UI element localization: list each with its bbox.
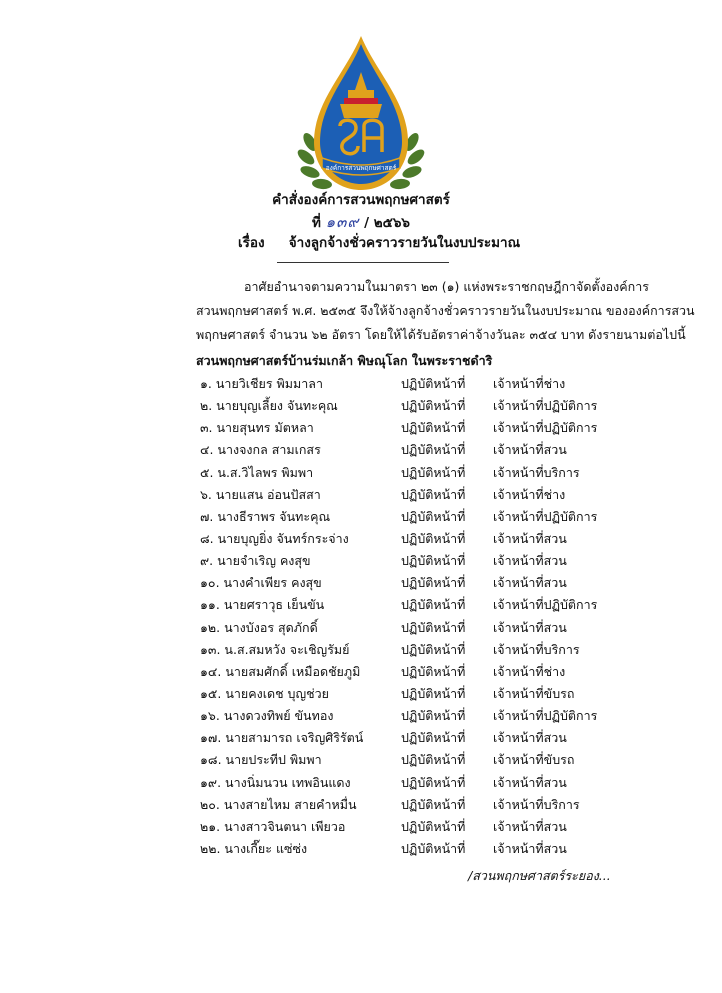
staff-duty-type: ปฏิบัติหน้าที่ <box>401 486 466 502</box>
staff-duty-type: ปฏิบัติหน้าที่ <box>401 420 466 436</box>
list-item <box>200 727 620 749</box>
staff-name: ๑๗. นายสามารถ เจริญศิริรัตน์ <box>200 730 364 746</box>
staff-name: ๑๑. นายศราวุธ เย็นขัน <box>200 597 325 613</box>
staff-duty-type: ปฏิบัติหน้าที่ <box>401 663 466 679</box>
section-title: สวนพฤกษศาสตร์บ้านร่มเกล้า พิษณุโลก ในพระราชดำริ <box>196 353 493 368</box>
list-item <box>200 594 620 616</box>
order-number-handwritten: ๑๓๙ <box>325 213 360 231</box>
staff-duty-type: ปฏิบัติหน้าที่ <box>401 708 466 724</box>
staff-name: ๑๙. นางนิ่มนวน เทพอินแดง <box>200 774 351 790</box>
staff-name: ๙. นายจำเริญ คงสุข <box>200 553 311 569</box>
staff-duty-type: ปฏิบัติหน้าที่ <box>401 774 466 790</box>
staff-name: ๖. นายแสน อ่อนปัสสา <box>200 486 321 502</box>
staff-role: เจ้าหน้าที่สวน <box>493 575 567 591</box>
order-number-prefix: ที่ <box>312 215 321 231</box>
staff-list <box>200 373 620 860</box>
list-item <box>200 373 620 395</box>
staff-name: ๒๑. นางสาวจินตนา เพียวอ <box>200 818 346 834</box>
list-item <box>200 617 620 639</box>
staff-role: เจ้าหน้าที่สวน <box>493 774 567 790</box>
organization-emblem-icon <box>296 32 426 197</box>
staff-duty-type: ปฏิบัติหน้าที่ <box>401 619 466 635</box>
staff-name: ๑๒. นางบังอร สุดภักดิ์ <box>200 619 318 635</box>
authority-paragraph <box>196 275 695 347</box>
list-item <box>200 550 620 572</box>
staff-role: เจ้าหน้าที่สวน <box>493 818 567 834</box>
staff-name: ๑. นายวิเชียร พิมมาลา <box>200 376 323 391</box>
staff-name: ๒. นายบุญเลี้ยง จันทะคุณ <box>200 398 338 414</box>
staff-duty-type: ปฏิบัติหน้าที่ <box>401 508 466 524</box>
staff-role: เจ้าหน้าที่สวน <box>493 530 567 546</box>
staff-name: ๑๐. นางคำเพียร คงสุข <box>200 575 322 591</box>
list-item <box>200 417 620 439</box>
staff-name: ๓. นายสุนทร มัตหลา <box>200 420 314 436</box>
list-item <box>200 749 620 771</box>
list-item <box>200 528 620 550</box>
list-item <box>200 484 620 506</box>
staff-role: เจ้าหน้าที่สวน <box>493 619 567 635</box>
staff-name: ๗. นางธีราพร จันทะคุณ <box>200 508 331 524</box>
list-item <box>200 816 620 838</box>
staff-duty-type: ปฏิบัติหน้าที่ <box>401 641 466 657</box>
staff-duty-type: ปฏิบัติหน้าที่ <box>401 442 466 458</box>
staff-role: เจ้าหน้าที่ปฏิบัติการ <box>493 508 598 524</box>
staff-role: เจ้าหน้าที่บริการ <box>493 464 580 480</box>
list-item <box>200 838 620 860</box>
staff-role: เจ้าหน้าที่สวน <box>493 442 567 458</box>
staff-duty-type: ปฏิบัติหน้าที่ <box>401 796 466 812</box>
staff-role: เจ้าหน้าที่ปฏิบัติการ <box>493 708 598 724</box>
header-divider <box>277 262 449 263</box>
staff-name: ๑๔. นายสมศักดิ์ เหมือดชัยภูมิ <box>200 663 361 679</box>
subject-text: จ้างลูกจ้างชั่วคราวรายวันในงบประมาณ <box>288 235 521 251</box>
staff-name: ๑๓. น.ส.สมหวัง จะเชิญรัมย์ <box>200 641 350 657</box>
emblem-text: องค์การสวนพฤกษศาสตร์ <box>325 164 397 172</box>
order-title: คำสั่งองค์การสวนพฤกษศาสตร์ <box>272 192 450 208</box>
staff-name: ๕. น.ส.วิไลพร พิมพา <box>200 464 314 480</box>
staff-role: เจ้าหน้าที่บริการ <box>493 641 580 657</box>
staff-name: ๒๐. นางสายไหม สายคำหมื่น <box>200 796 357 812</box>
list-item <box>200 683 620 705</box>
subject-label: เรื่อง <box>238 235 265 251</box>
list-item <box>200 661 620 683</box>
staff-duty-type: ปฏิบัติหน้าที่ <box>401 730 466 746</box>
order-number-suffix: / ๒๕๖๖ <box>364 215 410 231</box>
staff-duty-type: ปฏิบัติหน้าที่ <box>401 575 466 591</box>
staff-name: ๒๒. นางเกี๊ยะ แซ่ซ่ง <box>200 840 308 856</box>
staff-duty-type: ปฏิบัติหน้าที่ <box>401 818 466 834</box>
list-item <box>200 794 620 816</box>
staff-duty-type: ปฏิบัติหน้าที่ <box>401 376 466 391</box>
staff-role: เจ้าหน้าที่ปฏิบัติการ <box>493 398 598 414</box>
staff-role: เจ้าหน้าที่ช่าง <box>493 663 566 679</box>
staff-name: ๑๖. นางดวงทิพย์ ขันทอง <box>200 708 334 724</box>
list-item <box>200 705 620 727</box>
staff-role: เจ้าหน้าที่สวน <box>493 730 567 746</box>
list-item <box>200 639 620 661</box>
staff-name: ๘. นายบุญยิ่ง จันทร์กระจ่าง <box>200 530 349 546</box>
staff-duty-type: ปฏิบัติหน้าที่ <box>401 840 466 856</box>
staff-duty-type: ปฏิบัติหน้าที่ <box>401 464 466 480</box>
staff-duty-type: ปฏิบัติหน้าที่ <box>401 685 466 701</box>
staff-role: เจ้าหน้าที่ช่าง <box>493 486 566 502</box>
staff-duty-type: ปฏิบัติหน้าที่ <box>401 553 466 569</box>
list-item <box>200 439 620 461</box>
staff-role: เจ้าหน้าที่ช่าง <box>493 376 566 391</box>
paragraph-line: สวนพฤกษศาสตร์ พ.ศ. ๒๕๓๕ จึงให้จ้างลูกจ้างชั่วคราวรายวันในงบประมาณ ขององค์การสวน <box>196 303 695 318</box>
paragraph-line: อาศัยอำนาจตามความในมาตรา ๒๓ (๑) แห่งพระราชกฤษฎีกาจัดตั้งองค์การ <box>244 279 649 294</box>
list-item <box>200 572 620 594</box>
staff-duty-type: ปฏิบัติหน้าที่ <box>401 597 466 613</box>
paragraph-line: พฤกษศาสตร์ จำนวน ๖๒ อัตรา โดยให้ได้รับอัตราค่าจ้างวันละ ๓๕๔ บาท ดังรายนามต่อไปนี้ <box>196 327 686 342</box>
staff-name: ๑๘. นายประทีป พิมพา <box>200 752 322 768</box>
staff-role: เจ้าหน้าที่ปฏิบัติการ <box>493 597 598 613</box>
staff-role: เจ้าหน้าที่สวน <box>493 840 567 856</box>
list-item <box>200 772 620 794</box>
staff-role: เจ้าหน้าที่ขับรถ <box>493 752 575 768</box>
staff-role: เจ้าหน้าที่ปฏิบัติการ <box>493 420 598 436</box>
staff-role: เจ้าหน้าที่ขับรถ <box>493 685 575 701</box>
staff-name: ๔. นางจงกล สามเกสร <box>200 442 321 458</box>
staff-duty-type: ปฏิบัติหน้าที่ <box>401 398 466 414</box>
staff-duty-type: ปฏิบัติหน้าที่ <box>401 752 466 768</box>
list-item <box>200 395 620 417</box>
list-item <box>200 462 620 484</box>
order-subject <box>238 231 520 253</box>
staff-role: เจ้าหน้าที่สวน <box>493 553 567 569</box>
staff-duty-type: ปฏิบัติหน้าที่ <box>401 530 466 546</box>
staff-name: ๑๕. นายคงเดช บุญช่วย <box>200 685 329 701</box>
staff-role: เจ้าหน้าที่บริการ <box>493 796 580 812</box>
list-item <box>200 506 620 528</box>
continued-note: /สวนพฤกษศาสตร์ระยอง... <box>468 868 611 883</box>
